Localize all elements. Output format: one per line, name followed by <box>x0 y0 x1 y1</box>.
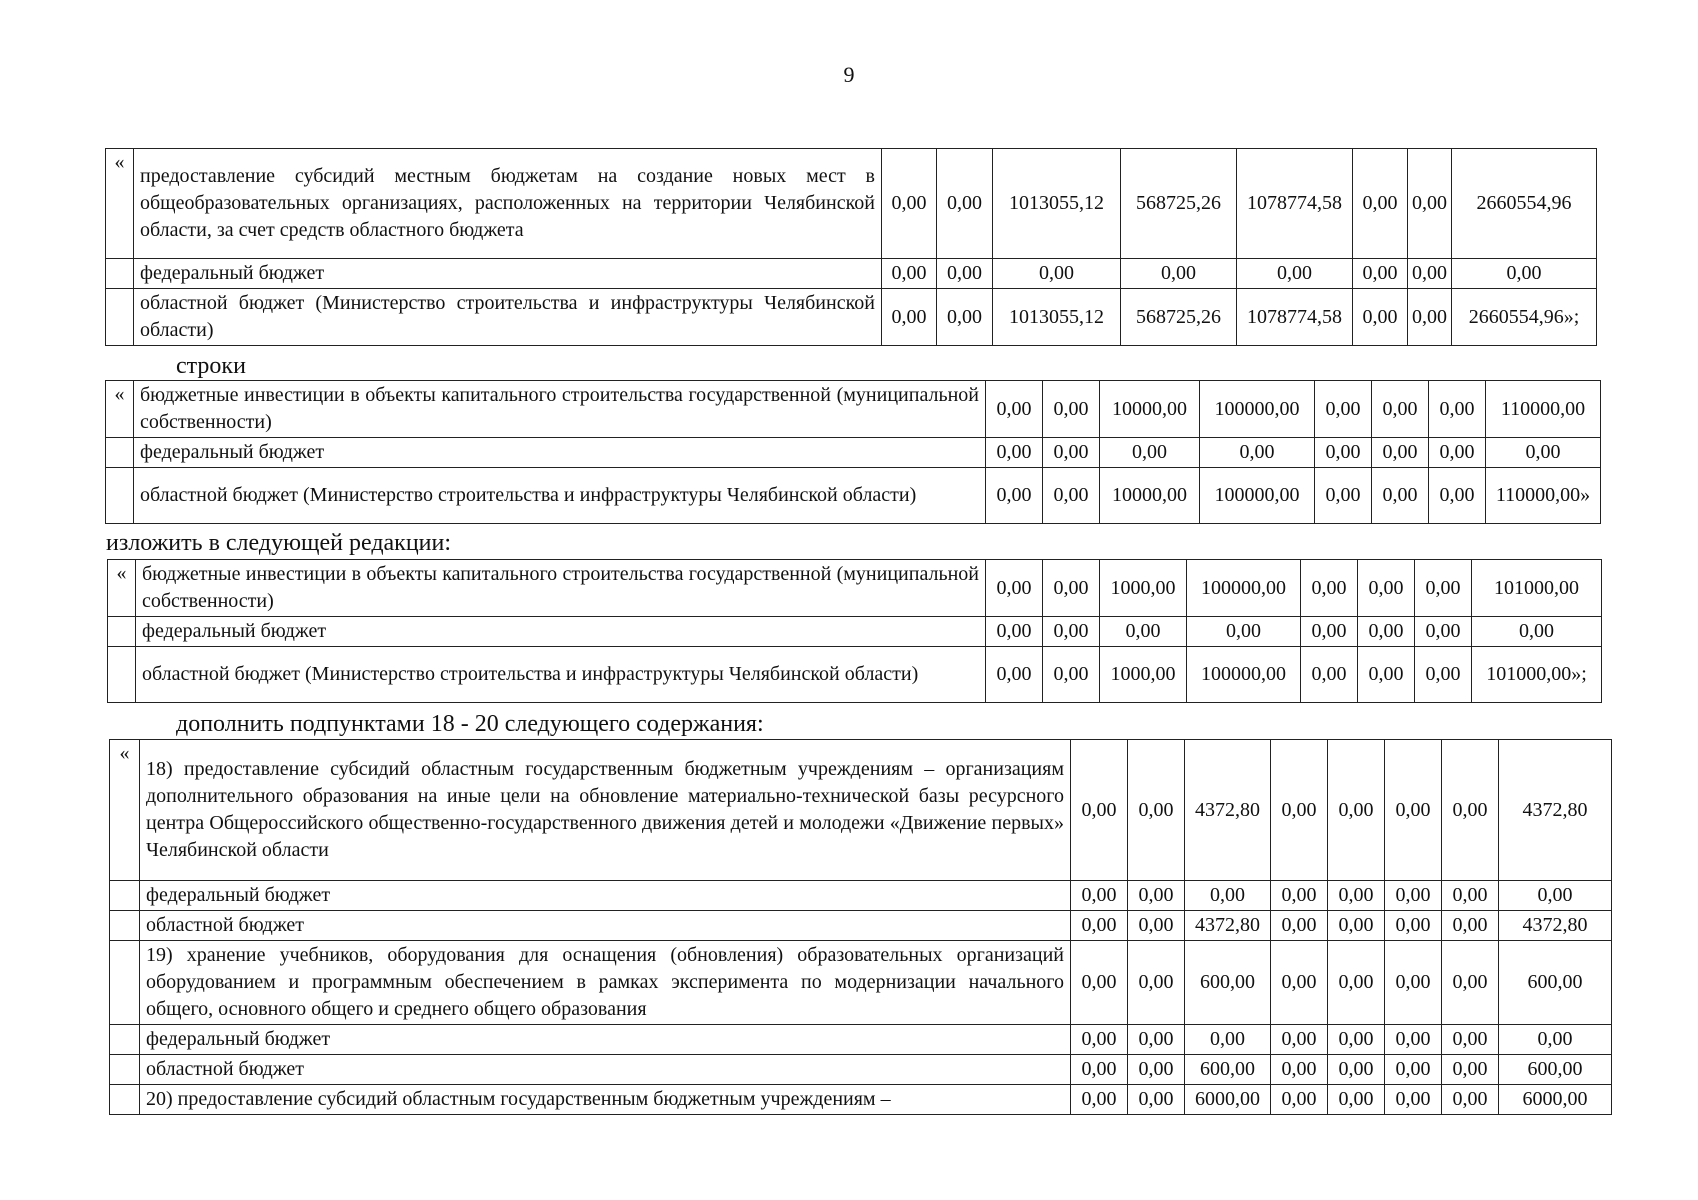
cell-value: 1000,00 <box>1100 647 1187 703</box>
cell-value: 0,00 <box>1315 381 1372 438</box>
cell-value: 0,00 <box>1385 881 1442 911</box>
budget-table-4 <box>109 739 1612 1115</box>
cell-value: 0,00 <box>1372 468 1429 524</box>
cell-value: 1013055,12 <box>993 149 1121 259</box>
cell-value: 0,00 <box>1328 1085 1385 1115</box>
cell-value: 6000,00 <box>1185 1085 1271 1115</box>
cell-value: 0,00 <box>1328 1055 1385 1085</box>
cell-value: 0,00 <box>1415 560 1472 617</box>
row-label: предоставление субсидий местным бюджетам на создание новых мест в общеобразовательных организациях, расположенных на территории Челябинской области, за счет средств областного бюджета <box>134 149 882 259</box>
row-label: федеральный бюджет <box>140 1025 1071 1055</box>
cell-value: 0,00 <box>1408 149 1452 259</box>
cell-value: 0,00 <box>1271 911 1328 941</box>
cell-value: 0,00 <box>1237 259 1353 289</box>
table-2-block <box>105 380 1601 524</box>
budget-table-2 <box>105 380 1601 524</box>
cell-value: 110000,00» <box>1486 468 1601 524</box>
row-label: 20) предоставление субсидий областным государственным бюджетным учреждениям – <box>140 1085 1071 1115</box>
row-marker <box>110 941 140 1025</box>
table-row <box>110 911 1612 941</box>
cell-value: 0,00 <box>1358 560 1415 617</box>
cell-value: 0,00 <box>1301 560 1358 617</box>
table-row <box>106 438 1601 468</box>
cell-value: 0,00 <box>1071 881 1128 911</box>
cell-value: 101000,00 <box>1472 560 1602 617</box>
cell-value: 0,00 <box>986 468 1043 524</box>
cell-value: 0,00 <box>1043 647 1100 703</box>
cell-value: 2660554,96»; <box>1452 289 1597 346</box>
cell-value: 100000,00 <box>1187 560 1301 617</box>
row-label: областной бюджет (Министерство строительства и инфраструктуры Челябинской области) <box>134 468 986 524</box>
cell-value: 0,00 <box>1271 740 1328 881</box>
table-row <box>106 468 1601 524</box>
cell-value: 100000,00 <box>1200 468 1315 524</box>
cell-value: 0,00 <box>1043 381 1100 438</box>
cell-value: 4372,80 <box>1499 911 1612 941</box>
cell-value: 0,00 <box>1043 438 1100 468</box>
row-marker <box>110 911 140 941</box>
row-marker <box>106 259 134 289</box>
table-1-block <box>105 148 1597 346</box>
row-label: федеральный бюджет <box>134 259 882 289</box>
row-marker <box>110 1055 140 1085</box>
cell-value: 0,00 <box>1315 438 1372 468</box>
cell-value: 0,00 <box>1271 1055 1328 1085</box>
row-label: областной бюджет <box>140 1055 1071 1085</box>
cell-value: 0,00 <box>1043 617 1100 647</box>
cell-value: 0,00 <box>1385 1055 1442 1085</box>
row-label: федеральный бюджет <box>134 438 986 468</box>
cell-value: 600,00 <box>1499 1055 1612 1085</box>
cell-value: 0,00 <box>1315 468 1372 524</box>
cell-value: 0,00 <box>1415 617 1472 647</box>
cell-value: 0,00 <box>1385 941 1442 1025</box>
page-number: 9 <box>843 62 855 87</box>
cell-value: 100000,00 <box>1200 381 1315 438</box>
table-row <box>106 289 1597 346</box>
cell-value: 0,00 <box>1442 941 1499 1025</box>
cell-value: 0,00 <box>1353 149 1408 259</box>
cell-value: 0,00 <box>1121 259 1237 289</box>
cell-value: 0,00 <box>937 289 993 346</box>
cell-value: 0,00 <box>1100 617 1187 647</box>
table-row <box>110 881 1612 911</box>
cell-value: 0,00 <box>1301 617 1358 647</box>
cell-value: 0,00 <box>1486 438 1601 468</box>
table-row <box>110 1025 1612 1055</box>
heading-replace: изложить в следующей редакции: <box>106 530 452 556</box>
row-label: областной бюджет <box>140 911 1071 941</box>
row-label: 18) предоставление субсидий областным государственным бюджетным учреждениям – организациям дополнительного образования на иные цели на обновление материально-технической базы ресурсного центра Общероссийского общественно-государственного движения детей и молодежи «Движение первых» Челябинской области <box>140 740 1071 881</box>
cell-value: 0,00 <box>1328 740 1385 881</box>
cell-value: 600,00 <box>1185 941 1271 1025</box>
cell-value: 0,00 <box>1415 647 1472 703</box>
cell-value: 0,00 <box>986 560 1043 617</box>
cell-value: 0,00 <box>993 259 1121 289</box>
cell-value: 0,00 <box>1385 740 1442 881</box>
table-row <box>106 149 1597 259</box>
row-label: бюджетные инвестиции в объекты капитального строительства государственной (муниципальной собственности) <box>134 381 986 438</box>
cell-value: 0,00 <box>1185 1025 1271 1055</box>
cell-value: 0,00 <box>1408 289 1452 346</box>
cell-value: 568725,26 <box>1121 289 1237 346</box>
cell-value: 0,00 <box>1328 881 1385 911</box>
table-4-block <box>109 739 1612 1115</box>
cell-value: 0,00 <box>1271 1025 1328 1055</box>
row-label: областной бюджет (Министерство строительства и инфраструктуры Челябинской области) <box>136 647 986 703</box>
row-marker <box>108 617 136 647</box>
cell-value: 0,00 <box>1128 881 1185 911</box>
cell-value: 0,00 <box>1385 911 1442 941</box>
row-label: федеральный бюджет <box>136 617 986 647</box>
cell-value: 100000,00 <box>1187 647 1301 703</box>
row-marker <box>106 468 134 524</box>
cell-value: 0,00 <box>1353 289 1408 346</box>
cell-value: 0,00 <box>1358 647 1415 703</box>
cell-value: 0,00 <box>1328 1025 1385 1055</box>
table-3-block <box>107 559 1602 703</box>
cell-value: 2660554,96 <box>1452 149 1597 259</box>
table-row <box>106 381 1601 438</box>
heading-supplement: дополнить подпунктами 18 - 20 следующего содержания: <box>176 711 764 737</box>
cell-value: 0,00 <box>1271 1085 1328 1115</box>
row-marker <box>108 647 136 703</box>
cell-value: 0,00 <box>1071 740 1128 881</box>
cell-value: 0,00 <box>1071 911 1128 941</box>
table-row <box>108 647 1602 703</box>
cell-value: 0,00 <box>1442 1085 1499 1115</box>
cell-value: 0,00 <box>1071 1055 1128 1085</box>
cell-value: 0,00 <box>1408 259 1452 289</box>
cell-value: 0,00 <box>1353 259 1408 289</box>
cell-value: 0,00 <box>1128 941 1185 1025</box>
cell-value: 0,00 <box>1385 1025 1442 1055</box>
cell-value: 0,00 <box>1043 560 1100 617</box>
cell-value: 0,00 <box>937 259 993 289</box>
cell-value: 0,00 <box>1358 617 1415 647</box>
cell-value: 0,00 <box>1301 647 1358 703</box>
cell-value: 0,00 <box>1271 941 1328 1025</box>
row-label: 19) хранение учебников, оборудования для оснащения (обновления) образовательных организаций оборудованием и программным обеспечением в рамках эксперимента по модернизации начального общего, основного общего и среднего общего образования <box>140 941 1071 1025</box>
cell-value: 0,00 <box>1200 438 1315 468</box>
row-label: областной бюджет (Министерство строительства и инфраструктуры Челябинской области) <box>134 289 882 346</box>
cell-value: 1078774,58 <box>1237 149 1353 259</box>
cell-value: 0,00 <box>1429 381 1486 438</box>
cell-value: 10000,00 <box>1100 468 1200 524</box>
table-row <box>106 259 1597 289</box>
row-marker <box>106 289 134 346</box>
cell-value: 0,00 <box>1499 1025 1612 1055</box>
cell-value: 0,00 <box>1452 259 1597 289</box>
cell-value: 600,00 <box>1499 941 1612 1025</box>
cell-value: 4372,80 <box>1499 740 1612 881</box>
row-label: федеральный бюджет <box>140 881 1071 911</box>
row-marker <box>110 1085 140 1115</box>
cell-value: 0,00 <box>1100 438 1200 468</box>
opening-quote: « <box>108 560 136 617</box>
cell-value: 0,00 <box>1071 941 1128 1025</box>
cell-value: 0,00 <box>1499 881 1612 911</box>
cell-value: 0,00 <box>986 438 1043 468</box>
cell-value: 0,00 <box>1328 911 1385 941</box>
cell-value: 4372,80 <box>1185 911 1271 941</box>
table-row <box>108 560 1602 617</box>
cell-value: 0,00 <box>1128 911 1185 941</box>
opening-quote: « <box>110 740 140 881</box>
budget-table-1 <box>105 148 1597 346</box>
cell-value: 0,00 <box>882 289 937 346</box>
table-row <box>110 740 1612 881</box>
opening-quote: « <box>106 149 134 259</box>
cell-value: 0,00 <box>1128 740 1185 881</box>
cell-value: 0,00 <box>1185 881 1271 911</box>
cell-value: 0,00 <box>1442 881 1499 911</box>
cell-value: 0,00 <box>1429 468 1486 524</box>
cell-value: 110000,00 <box>1486 381 1601 438</box>
row-marker <box>106 438 134 468</box>
cell-value: 0,00 <box>1442 740 1499 881</box>
cell-value: 101000,00»; <box>1472 647 1602 703</box>
cell-value: 6000,00 <box>1499 1085 1612 1115</box>
cell-value: 4372,80 <box>1185 740 1271 881</box>
cell-value: 0,00 <box>986 381 1043 438</box>
cell-value: 0,00 <box>882 149 937 259</box>
cell-value: 568725,26 <box>1121 149 1237 259</box>
cell-value: 0,00 <box>1187 617 1301 647</box>
cell-value: 1078774,58 <box>1237 289 1353 346</box>
cell-value: 0,00 <box>1128 1085 1185 1115</box>
cell-value: 600,00 <box>1185 1055 1271 1085</box>
cell-value: 0,00 <box>1442 1025 1499 1055</box>
row-marker <box>110 1025 140 1055</box>
table-row <box>110 1055 1612 1085</box>
cell-value: 0,00 <box>1372 438 1429 468</box>
cell-value: 0,00 <box>1071 1085 1128 1115</box>
cell-value: 0,00 <box>1271 881 1328 911</box>
cell-value: 0,00 <box>1442 1055 1499 1085</box>
cell-value: 1013055,12 <box>993 289 1121 346</box>
cell-value: 0,00 <box>882 259 937 289</box>
cell-value: 0,00 <box>1472 617 1602 647</box>
budget-table-3 <box>107 559 1602 703</box>
cell-value: 0,00 <box>1442 911 1499 941</box>
opening-quote: « <box>106 381 134 438</box>
table-row <box>110 1085 1612 1115</box>
cell-value: 0,00 <box>1043 468 1100 524</box>
heading-lines: строки <box>176 353 246 379</box>
cell-value: 0,00 <box>1328 941 1385 1025</box>
table-row <box>110 941 1612 1025</box>
cell-value: 0,00 <box>1372 381 1429 438</box>
row-marker <box>110 881 140 911</box>
row-label: бюджетные инвестиции в объекты капитального строительства государственной (муниципальной собственности) <box>136 560 986 617</box>
cell-value: 0,00 <box>986 617 1043 647</box>
table-row <box>108 617 1602 647</box>
cell-value: 0,00 <box>1429 438 1486 468</box>
cell-value: 10000,00 <box>1100 381 1200 438</box>
cell-value: 0,00 <box>986 647 1043 703</box>
cell-value: 0,00 <box>1128 1055 1185 1085</box>
cell-value: 0,00 <box>1385 1085 1442 1115</box>
cell-value: 0,00 <box>1071 1025 1128 1055</box>
cell-value: 0,00 <box>937 149 993 259</box>
cell-value: 0,00 <box>1128 1025 1185 1055</box>
cell-value: 1000,00 <box>1100 560 1187 617</box>
